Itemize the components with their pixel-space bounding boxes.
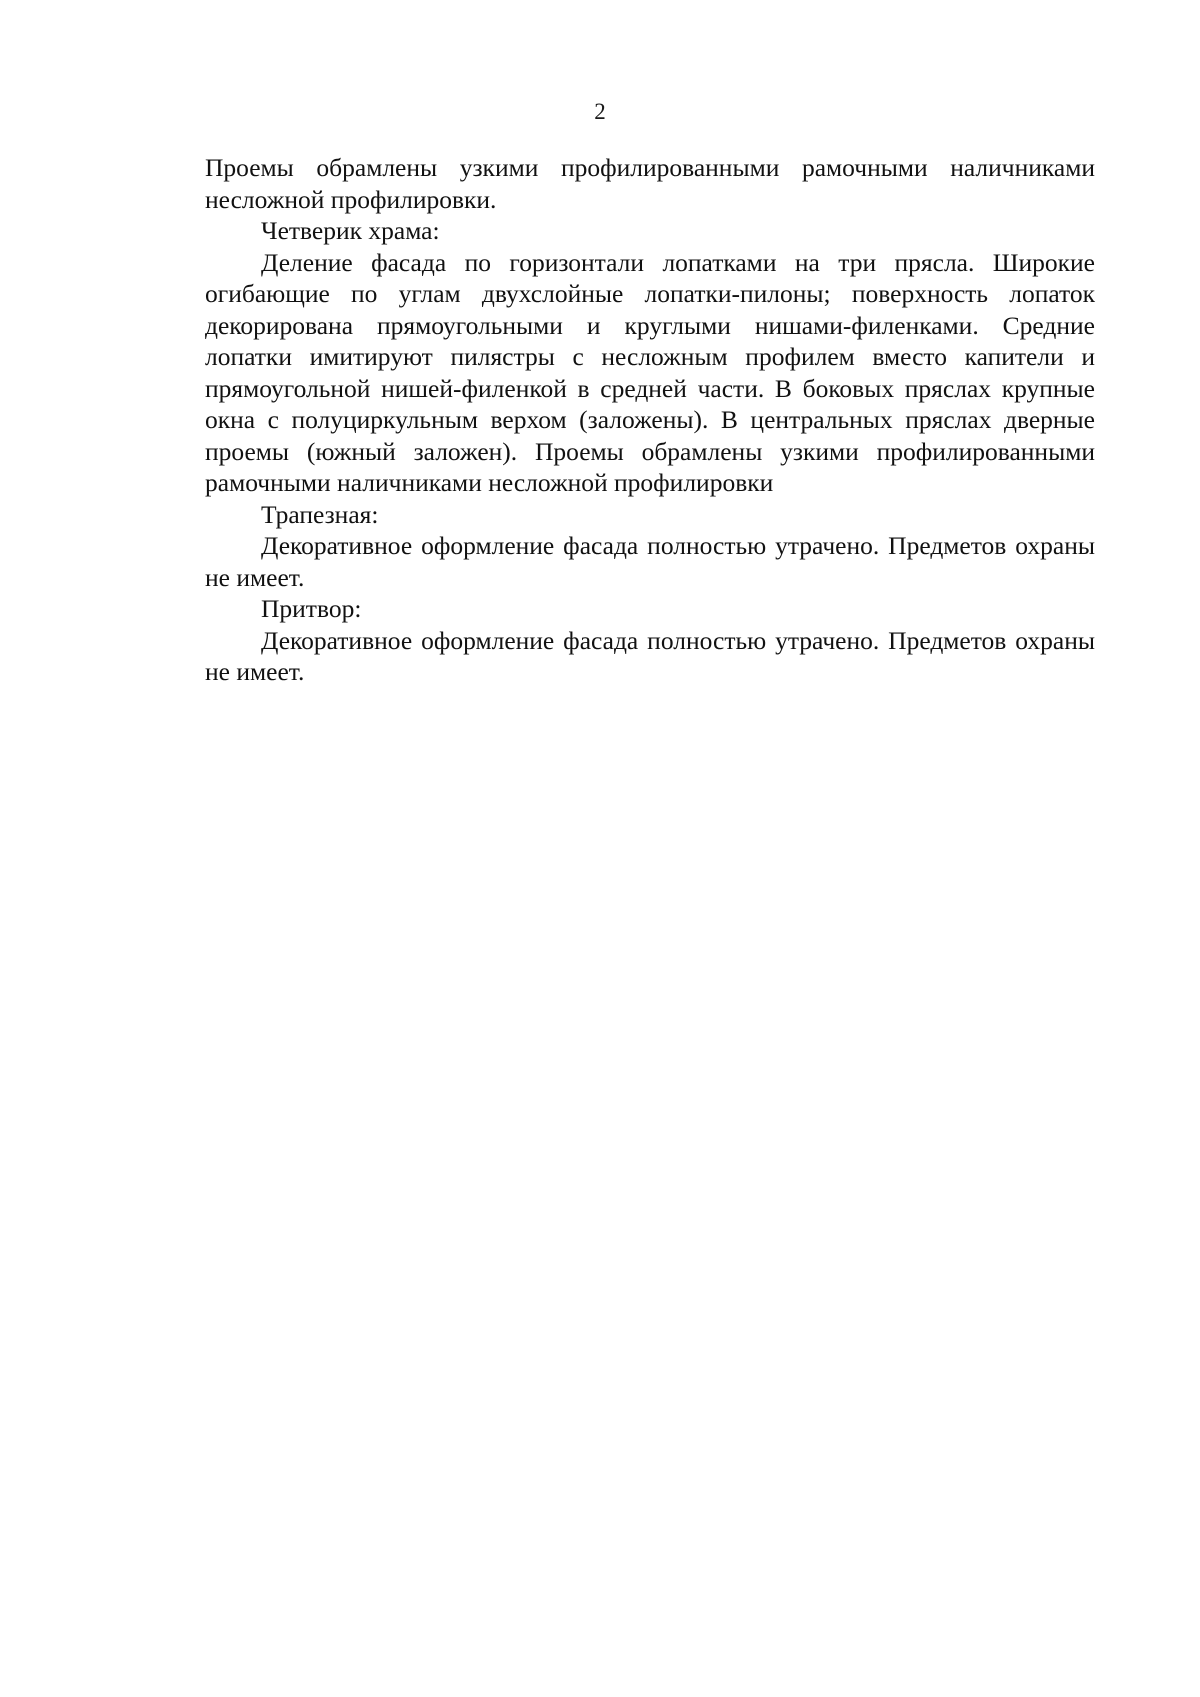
section-heading-chetverik: Четверик храма: [261,216,440,245]
section-heading-trapeznaya: Трапезная: [261,499,379,529]
page-number: 2 [594,99,606,124]
paragraph-openings-continuation: Проемы обрамлены узкими профилированными рамочными наличниками несложной профилировки. [205,153,1095,214]
section-heading-pritvor: Притвор: [261,594,362,623]
paragraph-chetverik-description: Деление фасада по горизонтали лопатками на три прясла. Широкие огибающие по углам двухслойные лопатки-пилоны; поверхность лопаток декорирована прямоугольными и круглыми нишами-филенками. Средние лопатки имитируют пилястры с несложным профилем вместо капители и прямоугольной нишей-филенкой в средней части. В боковых пряслах крупные окна с полуциркульным верхом (заложены). В центральных пряслах дверные проемы (южный заложен). Проемы обрамлены узкими профилированными рамочными наличниками несложной профилировки [205,247,1095,497]
paragraph-pritvor-description: Декоративное оформление фасада полностью утрачено. Предметов охраны не имеет. [205,625,1095,686]
document-body [205,152,1095,688]
paragraph-trapeznaya-description: Декоративное оформление фасада полностью утрачено. Предметов охраны не имеет. [205,531,1095,592]
